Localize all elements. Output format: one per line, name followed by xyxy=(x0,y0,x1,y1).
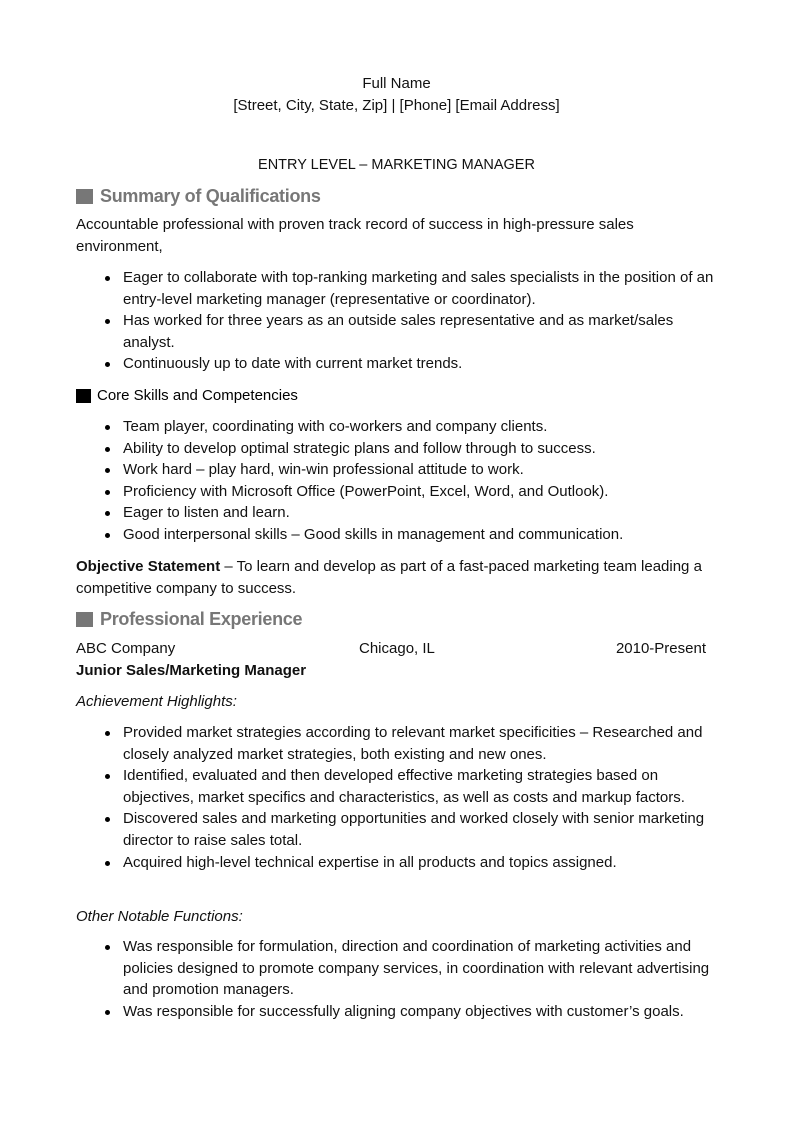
list-item: Acquired high-level technical expertise in all products and topics assigned. xyxy=(76,852,716,874)
skills-bullets xyxy=(76,416,716,546)
functions-heading: Other Notable Functions: xyxy=(76,908,243,925)
list-item: Team player, coordinating with co-workers and company clients. xyxy=(76,416,716,438)
contact-line: [Street, City, State, Zip] | [Phone] [Email Address] xyxy=(233,97,560,114)
objective-statement xyxy=(76,556,716,599)
job-role: Junior Sales/Marketing Manager xyxy=(76,662,307,679)
list-item: Work hard – play hard, win-win professional attitude to work. xyxy=(76,459,716,481)
summary-bullets xyxy=(76,267,716,375)
document-title: ENTRY LEVEL – MARKETING MANAGER xyxy=(258,157,535,173)
list-item: Proficiency with Microsoft Office (PowerPoint, Excel, Word, and Outlook). xyxy=(76,481,716,503)
square-bullet-icon xyxy=(76,189,93,204)
list-item: Has worked for three years as an outside sales representative and as market/sales analyst. xyxy=(76,310,716,353)
job-dates: 2010-Present xyxy=(615,640,706,657)
list-item: Ability to develop optimal strategic plans and follow through to success. xyxy=(76,438,716,460)
job-location: Chicago, IL xyxy=(359,640,435,657)
list-item: Eager to collaborate with top-ranking marketing and sales specialists in the position of an entry-level marketing manager (representative or coordinator). xyxy=(76,267,716,310)
objective-text: – To learn and develop as part of a fast-paced marketing team leading a competitive company to success. xyxy=(76,558,702,597)
skills-heading-text: Core Skills and Competencies xyxy=(97,387,298,404)
highlights-heading: Achievement Highlights: xyxy=(76,693,237,710)
list-item: Eager to listen and learn. xyxy=(76,502,716,524)
summary-heading-text: Summary of Qualifications xyxy=(100,186,321,206)
functions-bullets xyxy=(76,936,716,1022)
list-item: Discovered sales and marketing opportunities and worked closely with senior marketing director to raise sales total. xyxy=(76,808,716,851)
objective-label: Objective Statement xyxy=(76,558,221,575)
list-item: Was responsible for successfully aligning company objectives with customer’s goals. xyxy=(76,1001,716,1023)
section-heading-experience xyxy=(76,609,716,631)
section-heading-skills xyxy=(76,385,716,407)
square-bullet-icon xyxy=(76,612,93,627)
square-bullet-icon xyxy=(76,389,91,403)
company-name: ABC Company xyxy=(76,640,176,657)
experience-heading-text: Professional Experience xyxy=(100,609,303,629)
full-name: Full Name xyxy=(362,75,431,92)
list-item: Continuously up to date with current market trends. xyxy=(76,353,716,375)
highlights-bullets xyxy=(76,722,716,873)
section-heading-summary xyxy=(76,186,716,208)
summary-intro: Accountable professional with proven track record of success in high-pressure sales environment, xyxy=(76,216,634,255)
list-item: Identified, evaluated and then developed effective marketing strategies based on objectives, market specifics and characteristics, as well as costs and markup factors. xyxy=(76,765,716,808)
list-item: Was responsible for formulation, direction and coordination of marketing activities and policies designed to promote company services, in coordination with relevant advertising and promotion managers. xyxy=(76,936,716,1001)
list-item: Good interpersonal skills – Good skills in management and communication. xyxy=(76,524,716,546)
list-item: Provided market strategies according to relevant market specificities – Researched and closely analyzed market strategies, both existing and new ones. xyxy=(76,722,716,765)
